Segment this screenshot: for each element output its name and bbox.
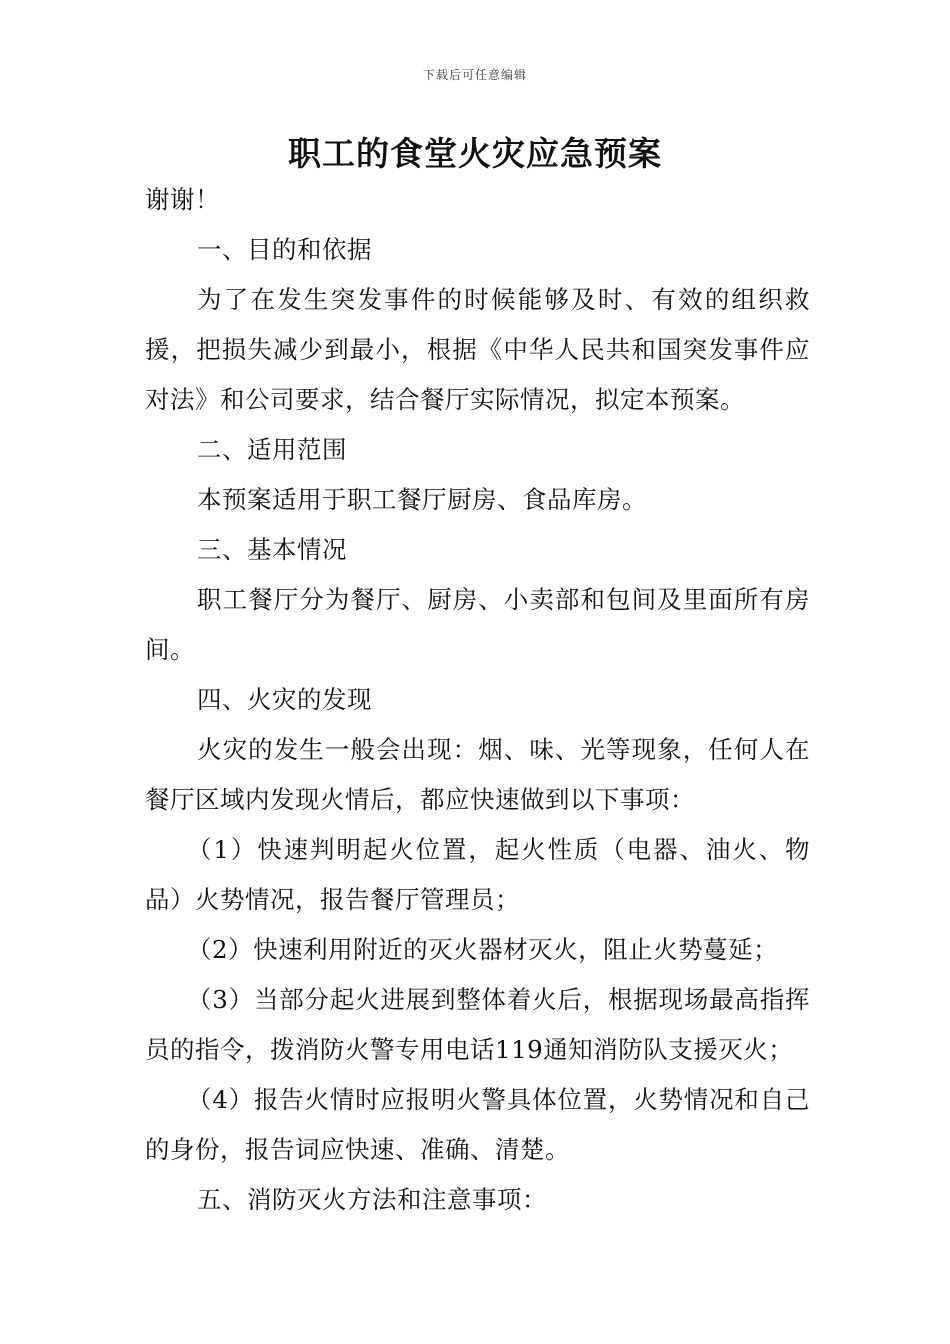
paragraph-purpose: 为了在发生突发事件的时候能够及时、有效的组织救援，把损失减少到最小，根据《中华人民共和国突发事件应对法》和公司要求，结合餐厅实际情况，拟定本预案。 [145, 285, 810, 414]
list-item-1: （1）快速判明起火位置，起火性质（电器、油火、物品）火势情况，报告餐厅管理员； [145, 835, 810, 914]
paragraph-closing: 谢谢！ [145, 185, 220, 214]
list-item-4: （4）报告火情时应报明火警具体位置，火势情况和自己的身份，报告词应快速、准确、清楚。 [145, 1085, 810, 1164]
section-heading-purpose: 一、目的和依据 [197, 235, 372, 264]
section-heading-fire-discovery: 四、火灾的发现 [197, 685, 372, 714]
header-note: 下载后可任意编辑 [422, 68, 527, 82]
paragraph-basic-info: 职工餐厅分为餐厅、厨房、小卖部和包间及里面所有房间。 [145, 585, 810, 664]
section-heading-basic-info: 三、基本情况 [197, 535, 347, 564]
document-title: 职工的食堂火灾应急预案 [288, 134, 662, 173]
section-heading-scope: 二、适用范围 [197, 435, 347, 464]
section-heading-firefighting: 五、消防灭火方法和注意事项： [197, 1185, 547, 1214]
paragraph-scope: 本预案适用于职工餐厅厨房、食品库房。 [197, 485, 647, 514]
document-body [145, 175, 810, 1225]
paragraph-fire-discovery: 火灾的发生一般会出现：烟、味、光等现象，任何人在餐厅区域内发现火情后，都应快速做到以下事项： [145, 735, 810, 814]
list-item-2: （2）快速利用附近的灭火器材灭火，阻止火势蔓延； [187, 935, 779, 964]
list-item-3: （3）当部分起火进展到整体着火后，根据现场最高指挥员的指令，拨消防火警专用电话119通知消防队支援灭火； [145, 985, 810, 1064]
